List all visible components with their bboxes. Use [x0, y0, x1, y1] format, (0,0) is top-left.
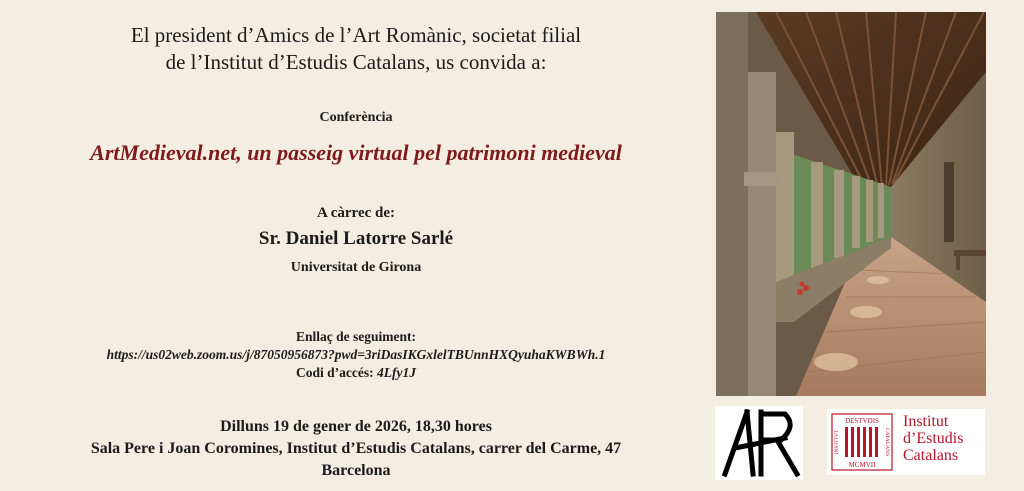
event-city: Barcelona — [321, 462, 391, 479]
speaker-affiliation: Universitat de Girona — [290, 260, 422, 275]
aar-monogram-icon — [715, 406, 803, 480]
access-code — [0, 364, 712, 382]
intro-line-2: de l’Institut d’Estudis Catalans, us convida a: — [165, 50, 547, 74]
speaker-name: Sr. Daniel Latorre Sarlé — [258, 228, 454, 249]
speaker-by-label: A càrrec de: — [316, 205, 396, 221]
cloister-illustration — [716, 12, 986, 396]
followup-label: Enllaç de seguiment: — [296, 329, 416, 344]
conference-title: ArtMedieval.net, un passeig virtual pel patrimoni medieval — [90, 140, 622, 165]
iec-wordmark — [903, 413, 963, 464]
iec-line-3: Catalans — [903, 447, 959, 464]
followup-link[interactable]: https://us02web.zoom.us/j/87050956873?pwd=3riDasIKGxlelTBUnnHXQyuhaKWBWh.1 — [106, 347, 606, 362]
iec-seal-icon — [829, 411, 895, 473]
seal-left-text: INSTITVT — [834, 429, 840, 455]
event-date: Dilluns 19 de gener de 2026, 18,30 hores — [220, 418, 492, 435]
cloister-photo — [716, 12, 986, 396]
seal-top-text: DESTVDIS — [845, 417, 879, 425]
followup-block — [0, 328, 712, 382]
iec-logo — [827, 409, 985, 475]
seal-right-text: CATALANS — [884, 427, 890, 457]
amics-art-romanic-logo — [715, 406, 803, 480]
event-venue: Sala Pere i Joan Coromines, Institut d’Estudis Catalans, carrer del Carme, 47 — [90, 440, 622, 457]
access-code-value: 4Lfy1J — [377, 365, 416, 380]
seal-bottom-text: MCMVII — [848, 461, 876, 469]
iec-line-1: Institut — [903, 413, 949, 430]
iec-line-2: d’Estudis — [903, 430, 964, 447]
intro — [0, 22, 712, 76]
conference-label: Conferència — [319, 110, 393, 125]
intro-line-1: El president d’Amics de l’Art Romànic, societat filial — [130, 23, 582, 47]
event-details — [0, 416, 712, 482]
access-code-label: Codi d’accés: — [296, 365, 374, 380]
